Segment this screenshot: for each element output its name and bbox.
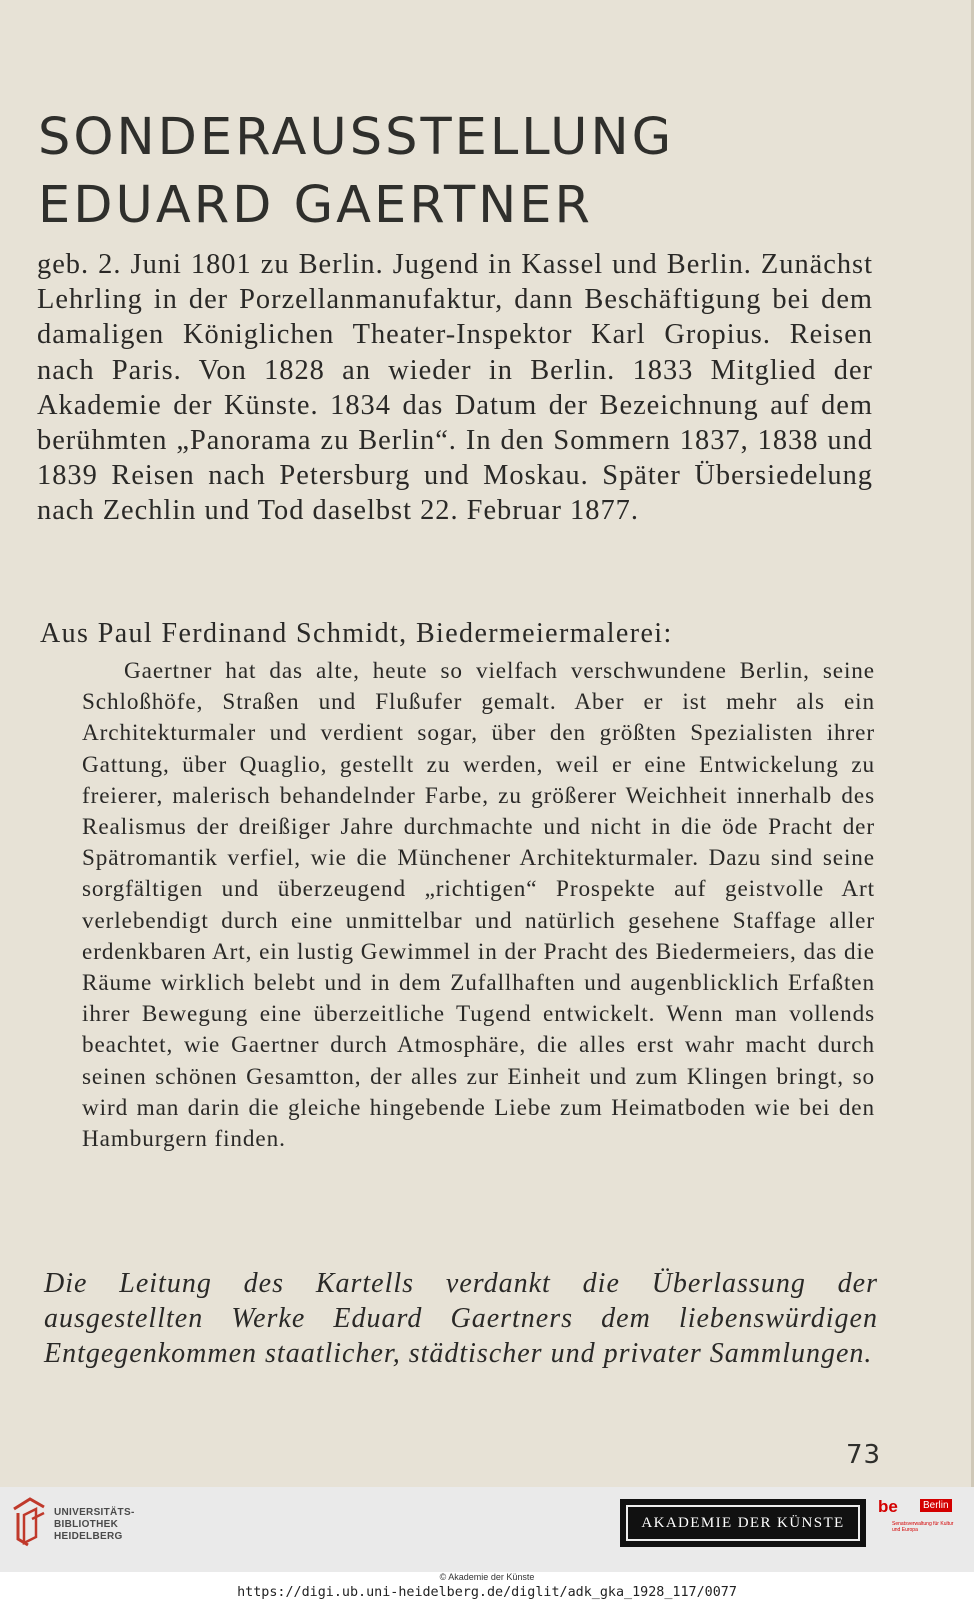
page-title bbox=[38, 104, 674, 240]
permalink-url[interactable]: https://digi.ub.uni-heidelberg.de/diglit/adk_gka_1928_117/0077 bbox=[237, 1585, 737, 1600]
adk-logo-label: AKADEMIE DER KÜNSTE bbox=[626, 1505, 860, 1541]
university-library-logo[interactable] bbox=[10, 1495, 150, 1555]
copyright-notice: © Akademie der Künste bbox=[439, 1572, 535, 1582]
university-library-name bbox=[54, 1507, 135, 1543]
berlin-senate-logo[interactable] bbox=[878, 1497, 960, 1553]
quoted-passage: Gaertner hat das alte, heute so vielfach verschwundene Berlin, seine Schloßhöfe, Straßen und Flußufer gemalt. Aber er ist mehr als ein Architekturmaler und verdient sogar, über den größten Spezialisten ihrer Gattung, über Quaglio, gestellt zu werden, weil er eine Entwickelung zu freierer, malerisch behandelnder Farbe, zu größerer Weichheit innerhalb des Realismus der dreißiger Jahre durchmachte und nicht in die öde Pracht der Spätromantik verfiel, wie die Münchener Architekturmaler. Dazu sind seine sorgfältigen und überzeugend „richtigen“ Prospekte auf geistvolle Art verlebendigt durch eine unmittelbar und natürlich gesehene Staffage aller erdenkbaren Art, ein lustig Gewimmel in der Pracht des Biedermeiers, das die Räume wirklich belebt und in dem Zufallhaften und augenblicklich Erfaßten ihrer Bewegung eine überzeitliche Tugend entwickelt. Wenn man vollends beachtet, wie Gaertner durch Atmosphäre, die alles erst wahr macht durch seinen schönen Gesamtton, der alles zur Einheit und zum Klingen bringt, so wird man darin die gleiche hingebende Liebe zum Heimatboden wie bei den Hamburgern finden. bbox=[82, 658, 875, 1153]
footer-logo-band bbox=[0, 1487, 974, 1572]
closing-note: Die Leitung des Kartells verdankt die Überlassung der ausgestellten Werke Eduard Gaertners dem liebenswürdigen Entgegenkommen staatlicher, städtischer und privater Sammlungen. bbox=[44, 1268, 878, 1369]
uni-line-3: HEIDELBERG bbox=[54, 1531, 123, 1542]
university-library-logo-icon bbox=[10, 1495, 50, 1549]
uni-line-1: UNIVERSITÄTS- bbox=[54, 1507, 135, 1518]
berlin-logo-subtitle: Senatsverwaltung für Kultur und Europa bbox=[892, 1521, 954, 1533]
source-heading: Aus Paul Ferdinand Schmidt, Biedermeiermalerei: bbox=[40, 618, 673, 649]
akademie-der-kuenste-logo[interactable] bbox=[620, 1499, 866, 1547]
title-line-1: SONDERAUSSTELLUNG bbox=[38, 108, 675, 167]
biography-paragraph: geb. 2. Juni 1801 zu Berlin. Jugend in Kassel und Berlin. Zunächst Lehrling in der Porzellanmanufaktur, dann Beschäftigung bei dem damaligen Königlichen Theater-Inspektor Karl Gropius. Reisen nach Paris. Von 1828 an wieder in Berlin. 1833 Mitglied der Akademie der Künste. 1834 das Datum der Bezeichnung auf dem berühmten „Panorama zu Berlin“. In den Sommern 1837, 1838 und 1839 Reisen nach Petersburg und Moskau. Später Übersiedelung nach Zechlin und Tod daselbst 22. Februar 1877. bbox=[37, 249, 873, 527]
uni-line-2: BIBLIOTHEK bbox=[54, 1519, 119, 1530]
page-number: 73 bbox=[846, 1440, 882, 1470]
berlin-logo-mark: be bbox=[878, 1497, 898, 1516]
title-line-2: EDUARD GAERTNER bbox=[38, 176, 593, 235]
berlin-logo-badge: Berlin bbox=[920, 1499, 952, 1512]
